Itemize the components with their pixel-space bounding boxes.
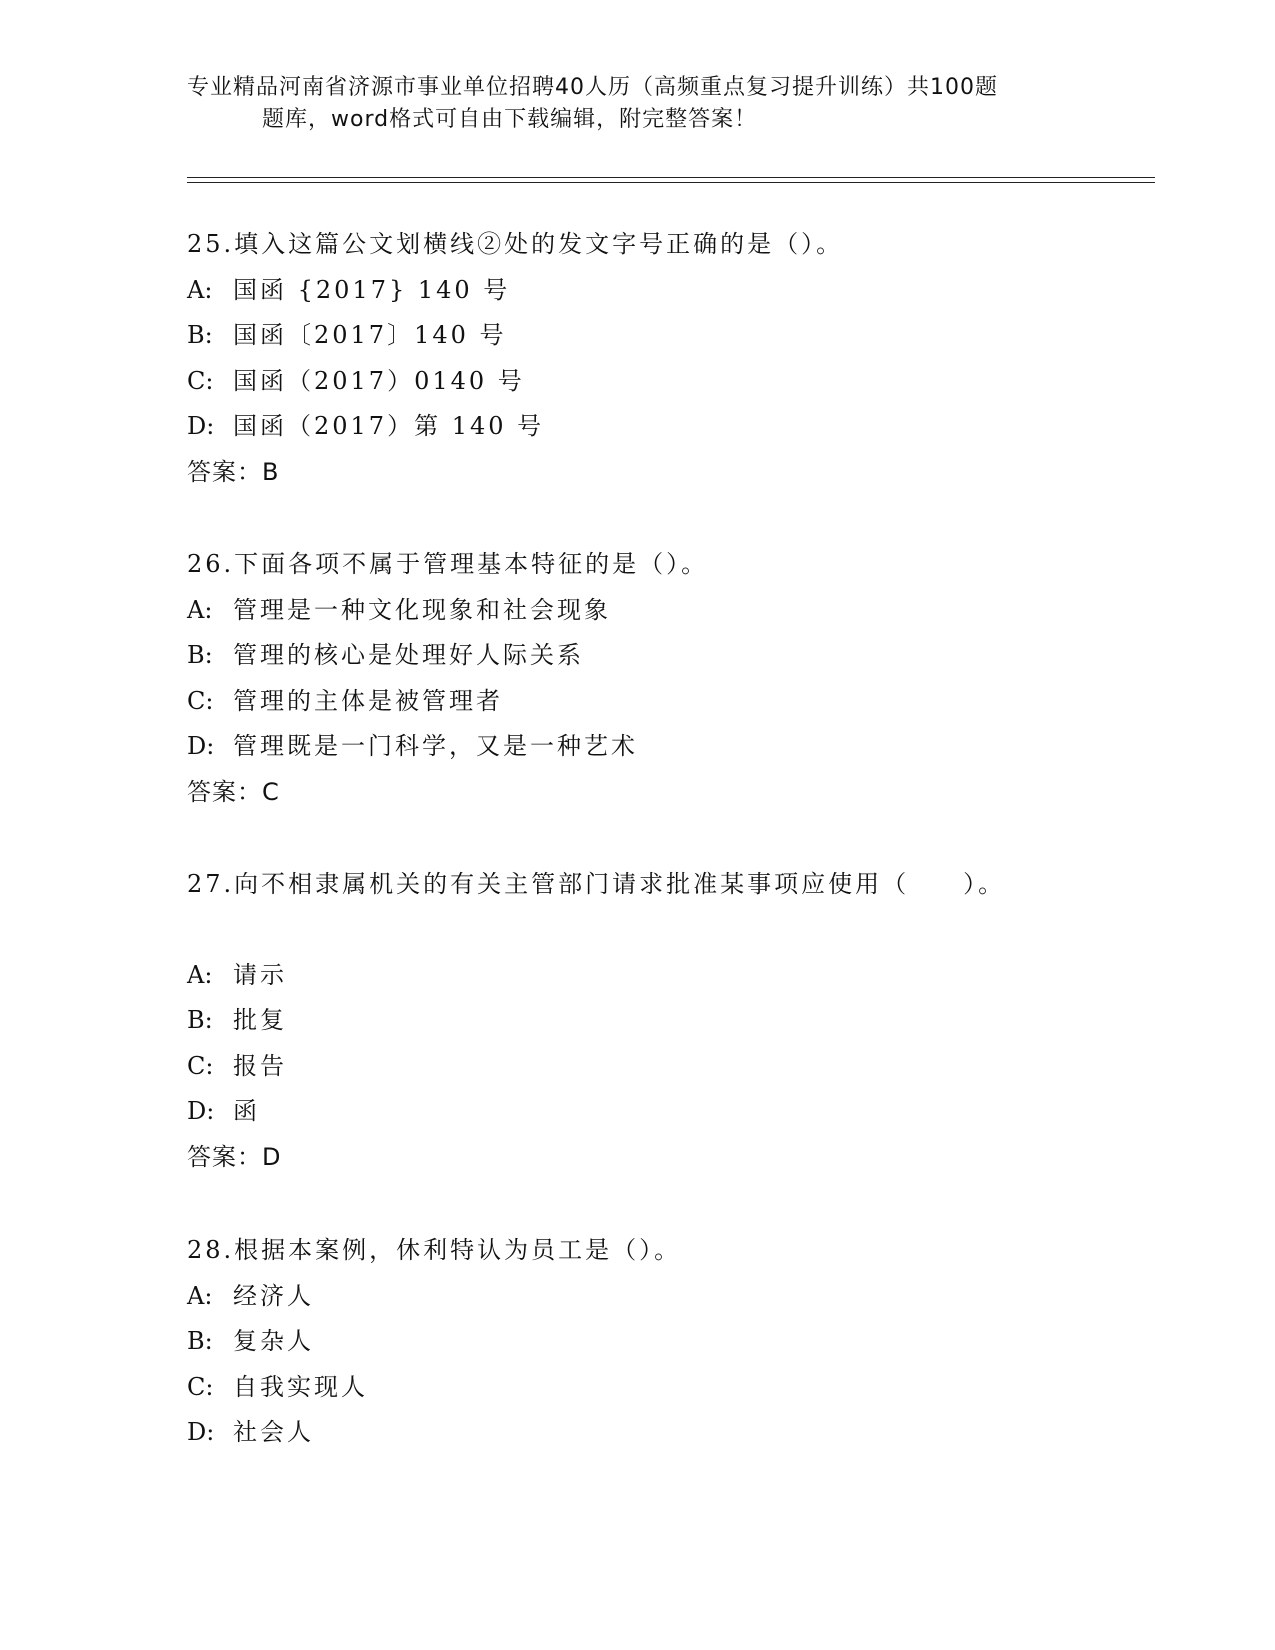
- option-c: [187, 359, 1167, 405]
- option-a: [187, 588, 1167, 634]
- option-text: 管理的主体是被管理者: [233, 686, 503, 715]
- option-d: [187, 404, 1167, 450]
- option-key: C:: [187, 1372, 214, 1401]
- option-c: [187, 1044, 1167, 1090]
- option-key: D:: [187, 732, 215, 760]
- option-b: [187, 633, 1167, 679]
- option-text: 管理既是一门科学，又是一种艺术: [233, 732, 638, 760]
- option-key: A:: [187, 275, 213, 304]
- answer-label: 答案：: [187, 777, 262, 806]
- question-stem: 26.下面各项不属于管理基本特征的是（）。: [187, 550, 709, 578]
- question-stem: 28.根据本案例，休利特认为员工是（）。: [187, 1236, 682, 1264]
- option-key: A:: [187, 960, 213, 989]
- option-text: 国函（2017）第 140 号: [233, 412, 545, 440]
- option-key: C:: [187, 686, 214, 715]
- header-title-line2: 题库，word格式可自由下载编辑，附完整答案！: [262, 107, 758, 132]
- option-a: [187, 268, 1167, 314]
- option-a: [187, 953, 1167, 999]
- document-header: [187, 72, 1087, 136]
- option-c: [187, 679, 1167, 725]
- option-a: [187, 1274, 1167, 1320]
- option-d: [187, 1410, 1167, 1456]
- option-c: [187, 1365, 1167, 1411]
- option-text: 复杂人: [233, 1327, 314, 1355]
- option-text: 国函〔2017〕140 号: [233, 321, 507, 349]
- option-b: [187, 1319, 1167, 1365]
- answer-value: D: [262, 1142, 282, 1171]
- option-text: 经济人: [233, 1281, 314, 1310]
- option-key: C:: [187, 366, 214, 395]
- option-text: 函: [233, 1097, 260, 1125]
- option-key: A:: [187, 1281, 213, 1310]
- option-b: [187, 998, 1167, 1044]
- option-d: [187, 1089, 1167, 1135]
- option-key: D:: [187, 1097, 215, 1125]
- option-text: 管理的核心是处理好人际关系: [233, 641, 584, 669]
- question-26: [187, 542, 1167, 815]
- option-text: 国函 {2017} 140 号: [233, 275, 511, 304]
- question-stem: 27.向不相隶属机关的有关主管部门请求批准某事项应使用（ ）。: [187, 870, 1006, 898]
- option-text: 报告: [233, 1051, 287, 1080]
- stem-spacer: [187, 908, 1167, 953]
- answer-line: [187, 1135, 1167, 1181]
- question-28: [187, 1228, 1167, 1456]
- header-title-line1: 专业精品河南省济源市事业单位招聘40人历（高频重点复习提升训练）共100题: [187, 75, 998, 100]
- option-text: 自我实现人: [233, 1372, 368, 1401]
- option-key: D:: [187, 1418, 215, 1446]
- question-27: [187, 862, 1167, 1180]
- option-key: B:: [187, 641, 213, 669]
- option-key: D:: [187, 412, 215, 440]
- option-key: C:: [187, 1051, 214, 1080]
- option-text: 社会人: [233, 1418, 314, 1446]
- header-divider-top: [187, 177, 1155, 178]
- option-key: B:: [187, 1006, 213, 1034]
- answer-line: [187, 770, 1167, 816]
- answer-value: C: [262, 777, 280, 806]
- option-b: [187, 313, 1167, 359]
- answer-line: [187, 450, 1167, 496]
- answer-value: B: [262, 457, 280, 486]
- option-text: 批复: [233, 1006, 287, 1034]
- question-25: [187, 222, 1167, 495]
- option-key: B:: [187, 1327, 213, 1355]
- option-key: B:: [187, 321, 213, 349]
- option-text: 请示: [233, 960, 287, 989]
- option-key: A:: [187, 595, 213, 624]
- question-stem: 25.填入这篇公文划横线②处的发文字号正确的是（）。: [187, 230, 844, 258]
- answer-label: 答案：: [187, 1142, 262, 1171]
- option-text: 管理是一种文化现象和社会现象: [233, 595, 611, 624]
- header-divider-bottom: [187, 182, 1155, 183]
- answer-label: 答案：: [187, 457, 262, 486]
- option-text: 国函（2017）0140 号: [233, 366, 525, 395]
- option-d: [187, 724, 1167, 770]
